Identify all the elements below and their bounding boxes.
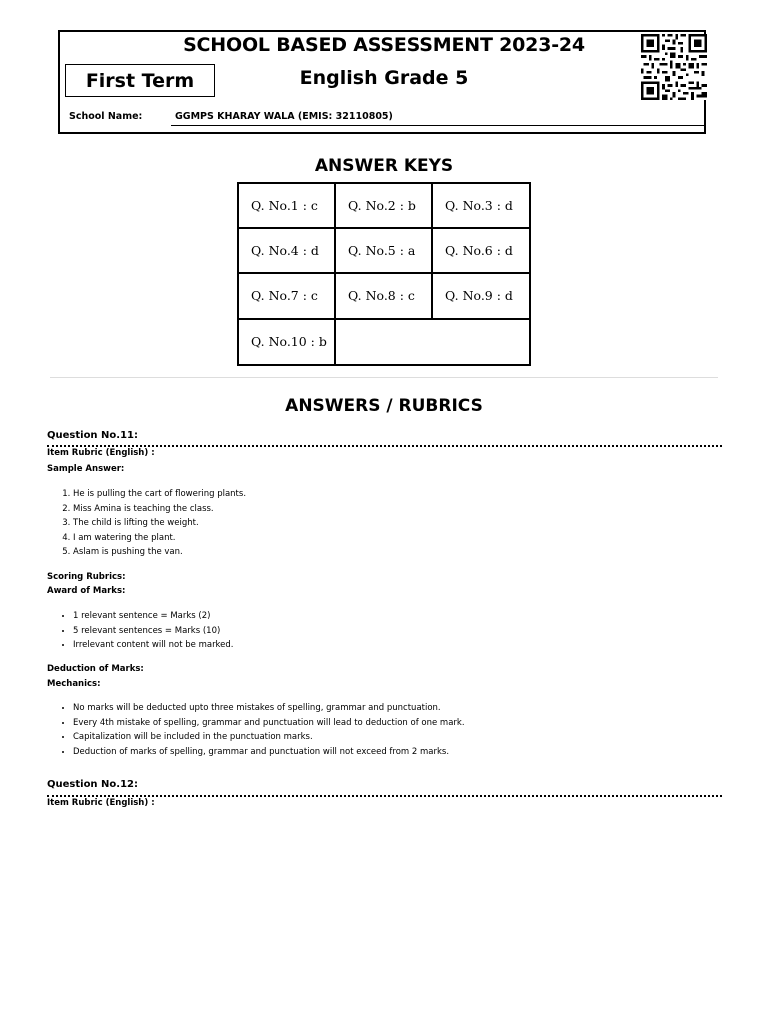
list-item: • 1 relevant sentence = Marks (2) xyxy=(73,609,234,624)
list-item: • Capitalization will be included in the punctuation marks. xyxy=(73,730,465,745)
answer-key-cell: Q. No.8 : c xyxy=(348,288,415,303)
item-rubric-label: Item Rubric (English) : xyxy=(47,798,155,808)
list-item: • Deduction of marks of spelling, grammar and punctuation will not exceed from 2 marks. xyxy=(73,745,465,760)
section-divider xyxy=(50,377,718,378)
list-item: 1. He is pulling the cart of flowering plants. xyxy=(73,487,246,502)
dotted-separator xyxy=(47,445,722,447)
term-label: First Term xyxy=(65,64,215,97)
school-name-underline xyxy=(171,125,704,126)
list-item: 2. Miss Amina is teaching the class. xyxy=(73,502,246,517)
list-item: 5. Aslam is pushing the van. xyxy=(73,545,246,560)
list-item: 4. I am watering the plant. xyxy=(73,531,246,546)
answer-keys-title: ANSWER KEYS xyxy=(314,156,454,176)
award-marks-list xyxy=(62,609,234,653)
answer-key-cell: Q. No.9 : d xyxy=(445,288,513,303)
rubrics-title: ANSWERS / RUBRICS xyxy=(285,396,483,416)
sample-answer-label: Sample Answer: xyxy=(47,464,125,474)
deduction-of-marks-label: Deduction of Marks: xyxy=(47,664,144,674)
answer-key-cell: Q. No.3 : d xyxy=(445,198,513,213)
question-11-heading: Question No.11: xyxy=(47,430,138,441)
answer-key-cell: Q. No.6 : d xyxy=(445,243,513,258)
answer-key-cell: Q. No.5 : a xyxy=(348,243,416,258)
list-item: • Irrelevant content will not be marked. xyxy=(73,638,234,653)
answer-key-cell: Q. No.10 : b xyxy=(251,334,327,349)
school-name-label: School Name: xyxy=(69,111,143,122)
subject-title: English Grade 5 xyxy=(299,67,469,89)
item-rubric-label: Item Rubric (English) : xyxy=(47,448,155,458)
list-item: • 5 relevant sentences = Marks (10) xyxy=(73,624,234,639)
answer-key-cell: Q. No.7 : c xyxy=(251,288,318,303)
answer-keys-table xyxy=(237,182,531,366)
school-name-value: GGMPS KHARAY WALA (EMIS: 32110805) xyxy=(175,111,393,122)
qr-code-icon xyxy=(641,34,707,100)
list-item: • Every 4th mistake of spelling, grammar and punctuation will lead to deduction of one mark. xyxy=(73,716,465,731)
answer-key-cell: Q. No.2 : b xyxy=(348,198,416,213)
scoring-rubrics-label: Scoring Rubrics: xyxy=(47,572,126,582)
mechanics-label: Mechanics: xyxy=(47,679,101,689)
question-12-heading: Question No.12: xyxy=(47,779,138,790)
answer-key-cell: Q. No.1 : c xyxy=(251,198,318,213)
award-of-marks-label: Award of Marks: xyxy=(47,586,126,596)
list-item: • No marks will be deducted upto three mistakes of spelling, grammar and punctuation. xyxy=(73,701,465,716)
dotted-separator xyxy=(47,795,722,797)
answer-key-cell: Q. No.4 : d xyxy=(251,243,319,258)
list-item: 3. The child is lifting the weight. xyxy=(73,516,246,531)
mechanics-list xyxy=(62,701,465,759)
sample-answer-list xyxy=(62,487,246,560)
assessment-title: SCHOOL BASED ASSESSMENT 2023-24 xyxy=(183,34,585,56)
